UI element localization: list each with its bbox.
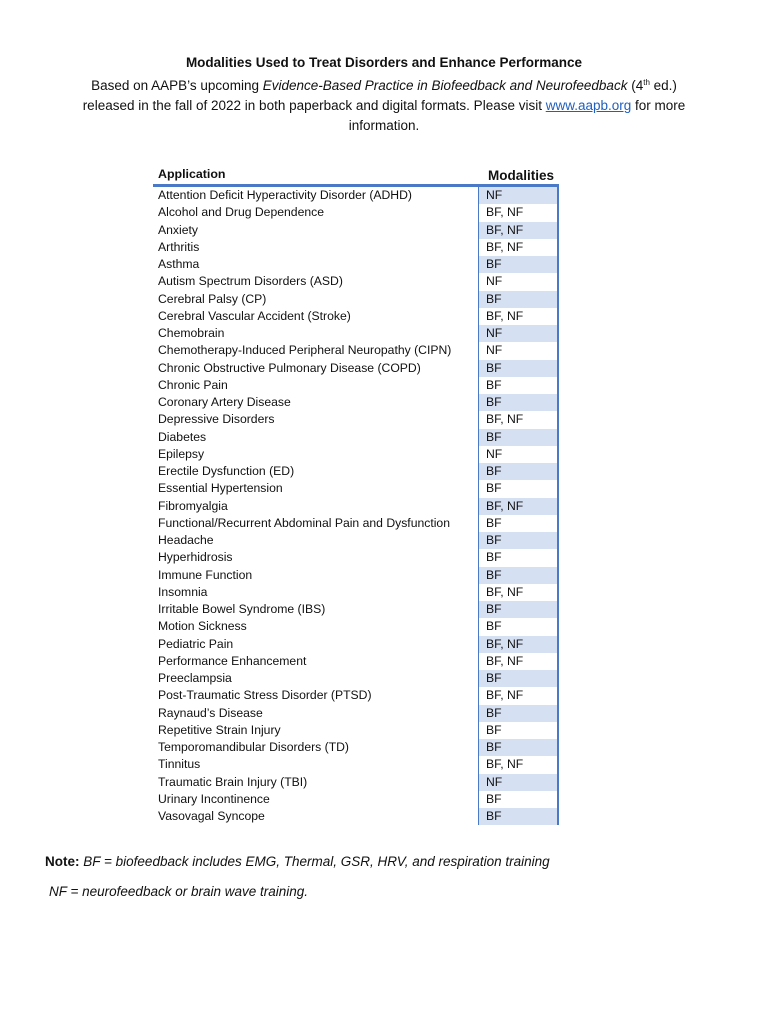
modality-cell: BF [478, 377, 559, 394]
intro-line-3: information. [348, 118, 420, 133]
modality-cell: NF [478, 774, 559, 791]
modality-cell: BF [478, 429, 559, 446]
table-row [153, 722, 559, 739]
table-row [153, 239, 559, 256]
application-cell: Irritable Bowel Syndrome (IBS) [158, 602, 326, 616]
table-row [153, 567, 559, 584]
more-text: for more [631, 98, 686, 113]
table-row [153, 808, 559, 825]
application-cell: Chemotherapy-Induced Peripheral Neuropathy (CIPN) [158, 343, 452, 358]
modality-cell: NF [478, 446, 559, 463]
modality-cell: BF, NF [478, 308, 559, 325]
modality-cell: BF [478, 791, 559, 808]
note-bf-text: BF = biofeedback includes EMG, Thermal, GSR, HRV, and respiration training [83, 854, 550, 869]
table-row [153, 601, 559, 618]
table-row [153, 291, 559, 308]
table-row [153, 636, 559, 653]
application-cell: Urinary Incontinence [158, 791, 270, 806]
modality-cell: BF [478, 549, 559, 566]
modality-cell: BF [478, 480, 559, 497]
application-cell: Immune Function [158, 567, 253, 582]
column-header-modalities: Modalities [488, 168, 555, 183]
application-cell: Preeclampsia [158, 671, 232, 685]
table-row [153, 584, 559, 601]
modality-cell: NF [478, 273, 559, 290]
table-row [153, 756, 559, 773]
table-row [153, 515, 559, 532]
modality-cell: NF [478, 325, 559, 342]
application-cell: Asthma [158, 257, 200, 271]
table-row [153, 377, 559, 394]
application-cell: Erectile Dysfunction (ED) [158, 464, 295, 478]
modality-cell: BF [478, 360, 559, 377]
edition-superscript: th [643, 78, 650, 87]
application-cell: Chronic Obstructive Pulmonary Disease (COPD) [158, 360, 421, 375]
application-cell: Cerebral Vascular Accident (Stroke) [158, 308, 351, 323]
intro-text: Based on AAPB’s upcoming [91, 78, 263, 93]
modality-cell: BF, NF [478, 687, 559, 704]
modality-cell: BF [478, 739, 559, 756]
application-cell: Insomnia [158, 584, 208, 599]
modality-cell: BF, NF [478, 584, 559, 601]
modality-cell: BF [478, 601, 559, 618]
table-row [153, 670, 559, 687]
modality-cell: BF, NF [478, 204, 559, 221]
modality-cell: BF, NF [478, 636, 559, 653]
modality-cell: BF [478, 515, 559, 532]
application-cell: Diabetes [158, 429, 207, 444]
table-row [153, 463, 559, 480]
application-cell: Essential Hypertension [158, 481, 283, 496]
table-row [153, 532, 559, 549]
application-cell: Motion Sickness [158, 619, 247, 634]
application-cell: Temporomandibular Disorders (TD) [158, 740, 349, 754]
application-cell: Arthritis [158, 239, 200, 254]
modality-cell: BF [478, 532, 559, 549]
application-cell: Functional/Recurrent Abdominal Pain and Dysfunction [158, 515, 450, 530]
table-row [153, 394, 559, 411]
edition-open: (4 [627, 78, 644, 93]
table-row [153, 498, 559, 515]
modality-cell: BF, NF [478, 222, 559, 239]
modalities-table [153, 164, 559, 825]
application-cell: Depressive Disorders [158, 412, 275, 427]
table-row [153, 705, 559, 722]
modality-cell: BF, NF [478, 756, 559, 773]
table-row [153, 411, 559, 428]
application-cell: Headache [158, 533, 214, 547]
intro-line-2 [0, 96, 768, 116]
application-cell: Epilepsy [158, 446, 205, 461]
table-row [153, 774, 559, 791]
modality-cell: BF [478, 618, 559, 635]
note-bf [45, 852, 550, 872]
modality-cell: NF [478, 187, 559, 204]
modality-cell: NF [478, 342, 559, 359]
application-cell: Autism Spectrum Disorders (ASD) [158, 274, 343, 289]
modality-cell: BF [478, 394, 559, 411]
modality-cell: BF [478, 463, 559, 480]
modality-cell: BF [478, 291, 559, 308]
table-row [153, 273, 559, 290]
table-body [153, 187, 559, 825]
table-header [153, 164, 559, 187]
application-cell: Chronic Pain [158, 377, 228, 392]
modality-cell: BF, NF [478, 411, 559, 428]
table-row [153, 687, 559, 704]
table-row [153, 204, 559, 221]
book-title: Evidence-Based Practice in Biofeedback and Neurofeedback [262, 78, 628, 93]
table-row [153, 653, 559, 670]
note-label: Note: [45, 854, 80, 869]
application-cell: Pediatric Pain [158, 636, 234, 651]
table-row [153, 446, 559, 463]
application-cell: Alcohol and Drug Dependence [158, 205, 325, 220]
table-row [153, 549, 559, 566]
application-cell: Attention Deficit Hyperactivity Disorder (ADHD) [158, 188, 412, 202]
intro-line-1 [0, 73, 768, 96]
application-cell: Traumatic Brain Injury (TBI) [158, 774, 308, 789]
modality-cell: BF [478, 256, 559, 273]
document-header [0, 53, 768, 136]
table-row [153, 222, 559, 239]
note-nf: NF = neurofeedback or brain wave training. [49, 884, 309, 899]
table-row [153, 342, 559, 359]
application-cell: Cerebral Palsy (CP) [158, 291, 267, 306]
table-row [153, 360, 559, 377]
application-cell: Raynaud’s Disease [158, 705, 263, 720]
application-cell: Coronary Artery Disease [158, 395, 291, 409]
table-row [153, 739, 559, 756]
document-title: Modalities Used to Treat Disorders and Enhance Performance [185, 55, 583, 70]
modality-cell: BF [478, 670, 559, 687]
modality-cell: BF [478, 808, 559, 825]
application-cell: Vasovagal Syncope [158, 809, 265, 823]
table-row [153, 256, 559, 273]
application-cell: Anxiety [158, 222, 198, 237]
table-row [153, 187, 559, 204]
modality-cell: BF [478, 567, 559, 584]
table-row [153, 308, 559, 325]
table-row [153, 480, 559, 497]
aapb-link[interactable]: www.aapb.org [545, 98, 632, 113]
modality-cell: BF [478, 722, 559, 739]
table-row [153, 791, 559, 808]
modality-cell: BF, NF [478, 498, 559, 515]
application-cell: Tinnitus [158, 757, 201, 772]
edition-close: ed.) [649, 78, 677, 93]
application-cell: Chemobrain [158, 326, 225, 340]
table-row [153, 325, 559, 342]
application-cell: Fibromyalgia [158, 498, 228, 513]
table-row [153, 618, 559, 635]
application-cell: Post-Traumatic Stress Disorder (PTSD) [158, 688, 372, 703]
modality-cell: BF, NF [478, 239, 559, 256]
modality-cell: BF, NF [478, 653, 559, 670]
application-cell: Repetitive Strain Injury [158, 722, 281, 737]
table-row [153, 429, 559, 446]
application-cell: Hyperhidrosis [158, 550, 233, 565]
column-header-application: Application [158, 167, 226, 181]
modality-cell: BF [478, 705, 559, 722]
release-text: released in the fall of 2022 in both paperback and digital formats. Please visit [82, 98, 546, 113]
application-cell: Performance Enhancement [158, 653, 307, 668]
